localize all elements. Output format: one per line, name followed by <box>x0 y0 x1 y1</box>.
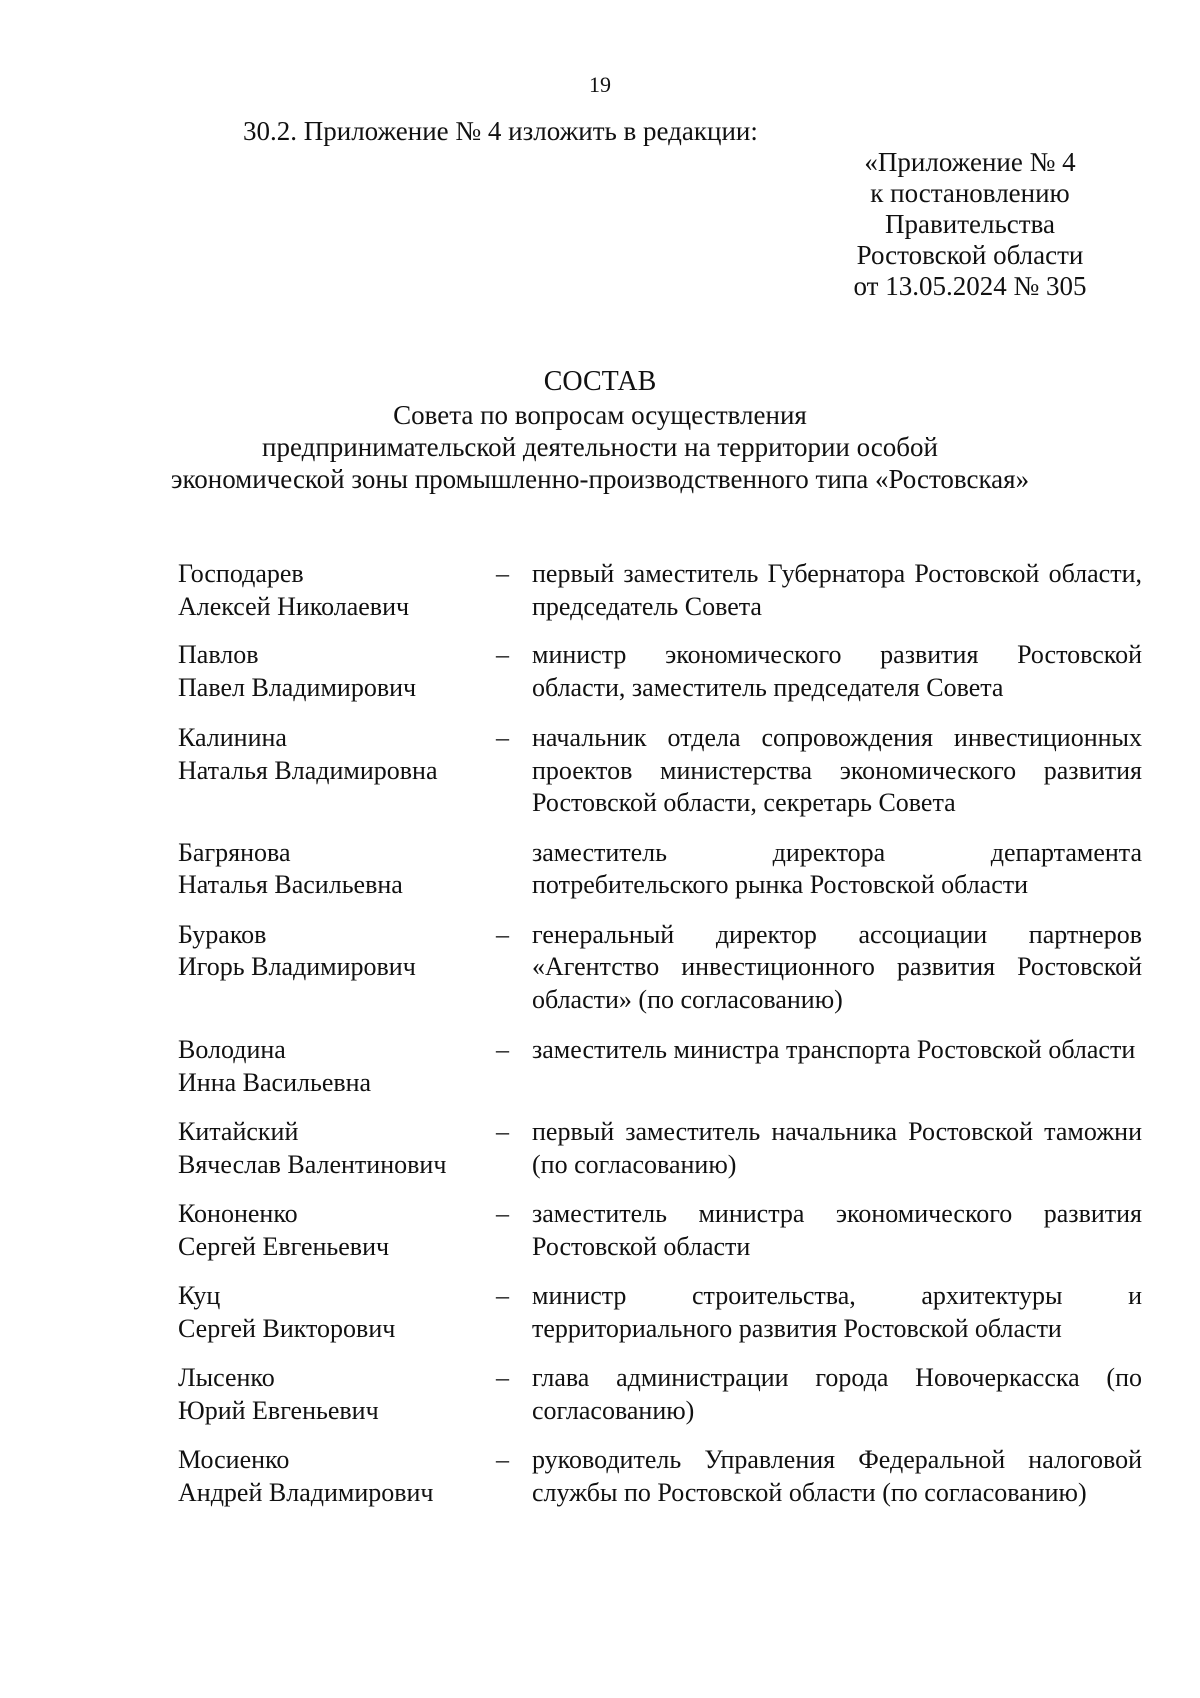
member-entry <box>178 1362 1158 1427</box>
member-name <box>178 837 496 902</box>
member-surname: Кононенко <box>178 1199 298 1228</box>
member-given-name: Андрей Владимирович <box>178 1477 434 1507</box>
member-given-name: Алексей Николаевич <box>178 591 410 621</box>
member-surname: Володина <box>178 1035 286 1064</box>
appendix-header <box>820 147 1120 302</box>
member-entry <box>178 1444 1158 1509</box>
document-title <box>0 365 1200 495</box>
page-number: 19 <box>589 72 611 97</box>
member-name <box>178 1444 496 1509</box>
member-position: министр экономического развития Ростовской области, заместитель председателя Совета <box>532 640 1142 702</box>
member-given-name: Наталья Владимировна <box>178 755 438 785</box>
member-position: заместитель директора департамента потребительского рынка Ростовской области <box>532 837 1142 899</box>
title-subtitle-line: Совета по вопросам осуществления <box>393 400 807 430</box>
member-dash: – <box>496 1035 509 1064</box>
title-subtitle-line: предпринимательской деятельности на территории особой <box>262 432 938 462</box>
title-heading: СОСТАВ <box>543 366 657 397</box>
member-entry <box>178 639 1158 704</box>
member-name <box>178 558 496 623</box>
member-surname: Мосиенко <box>178 1445 290 1474</box>
member-surname: Китайский <box>178 1117 299 1146</box>
member-given-name: Вячеслав Валентинович <box>178 1149 447 1179</box>
member-given-name: Юрий Евгеньевич <box>178 1395 379 1425</box>
member-name <box>178 1034 496 1099</box>
member-surname: Куц <box>178 1281 221 1310</box>
member-surname: Багрянова <box>178 837 291 867</box>
member-surname: Господарев <box>178 559 304 588</box>
member-position: глава администрации города Новочеркасска (по согласованию) <box>532 1363 1142 1425</box>
member-entry <box>178 1280 1158 1345</box>
member-surname: Павлов <box>178 640 259 669</box>
member-entry <box>178 1116 1158 1181</box>
member-entry <box>178 919 1158 1017</box>
appendix-header-line: «Приложение № 4 <box>864 147 1076 177</box>
member-dash: – <box>496 1199 509 1228</box>
member-name <box>178 919 496 984</box>
member-given-name: Игорь Владимирович <box>178 952 416 981</box>
member-position: министр строительства, архитектуры и территориального развития Ростовской области <box>532 1281 1142 1343</box>
member-name <box>178 1280 496 1345</box>
member-position: первый заместитель начальника Ростовской таможни (по согласованию) <box>532 1117 1142 1179</box>
appendix-header-line: Ростовской области <box>856 240 1084 270</box>
member-entry <box>178 722 1158 820</box>
member-name <box>178 1198 496 1263</box>
title-subtitle-line: экономической зоны промышленно-производственного типа «Ростовская» <box>170 464 1030 494</box>
member-dash: – <box>496 1117 509 1146</box>
member-name <box>178 1116 496 1181</box>
member-entry <box>178 1034 1158 1099</box>
amendment-line: 30.2. Приложение № 4 изложить в редакции: <box>243 116 758 146</box>
member-given-name: Сергей Евгеньевич <box>178 1231 390 1261</box>
member-given-name: Сергей Викторович <box>178 1313 396 1343</box>
member-dash: – <box>496 919 509 949</box>
member-position: заместитель министра экономического развития Ростовской области <box>532 1199 1142 1261</box>
member-given-name: Павел Владимирович <box>178 672 417 702</box>
member-surname: Калинина <box>178 723 287 752</box>
member-entry <box>178 558 1158 623</box>
member-given-name: Наталья Васильевна <box>178 870 403 899</box>
member-name <box>178 639 496 704</box>
member-surname: Бураков <box>178 919 267 949</box>
member-dash: – <box>496 640 509 669</box>
member-entry <box>178 1198 1158 1263</box>
member-position: начальник отдела сопровождения инвестиционных проектов министерства экономического развития Ростовской области, секретарь Совета <box>532 723 1142 817</box>
members-list <box>178 558 1158 1509</box>
member-entry <box>178 837 1158 902</box>
appendix-header-line: от 13.05.2024 № 305 <box>853 271 1087 301</box>
appendix-header-line: Правительства <box>885 209 1055 239</box>
member-dash: – <box>496 1363 509 1392</box>
member-position: заместитель министра транспорта Ростовской области <box>532 1035 1136 1064</box>
member-name <box>178 1362 496 1427</box>
member-surname: Лысенко <box>178 1363 275 1392</box>
appendix-header-line: к постановлению <box>870 178 1070 208</box>
member-name <box>178 722 496 787</box>
member-given-name: Инна Васильевна <box>178 1067 372 1097</box>
member-position: руководитель Управления Федеральной налоговой службы по Ростовской области (по согласованию) <box>532 1445 1142 1507</box>
member-dash: – <box>496 559 509 588</box>
member-position: генеральный директор ассоциации партнеров «Агентство инвестиционного развития Ростовской области» (по согласованию) <box>532 919 1142 1014</box>
member-dash: – <box>496 1281 509 1310</box>
member-dash: – <box>496 723 509 752</box>
member-dash: – <box>496 1445 509 1474</box>
member-position: первый заместитель Губернатора Ростовской области, председатель Совета <box>532 559 1142 621</box>
